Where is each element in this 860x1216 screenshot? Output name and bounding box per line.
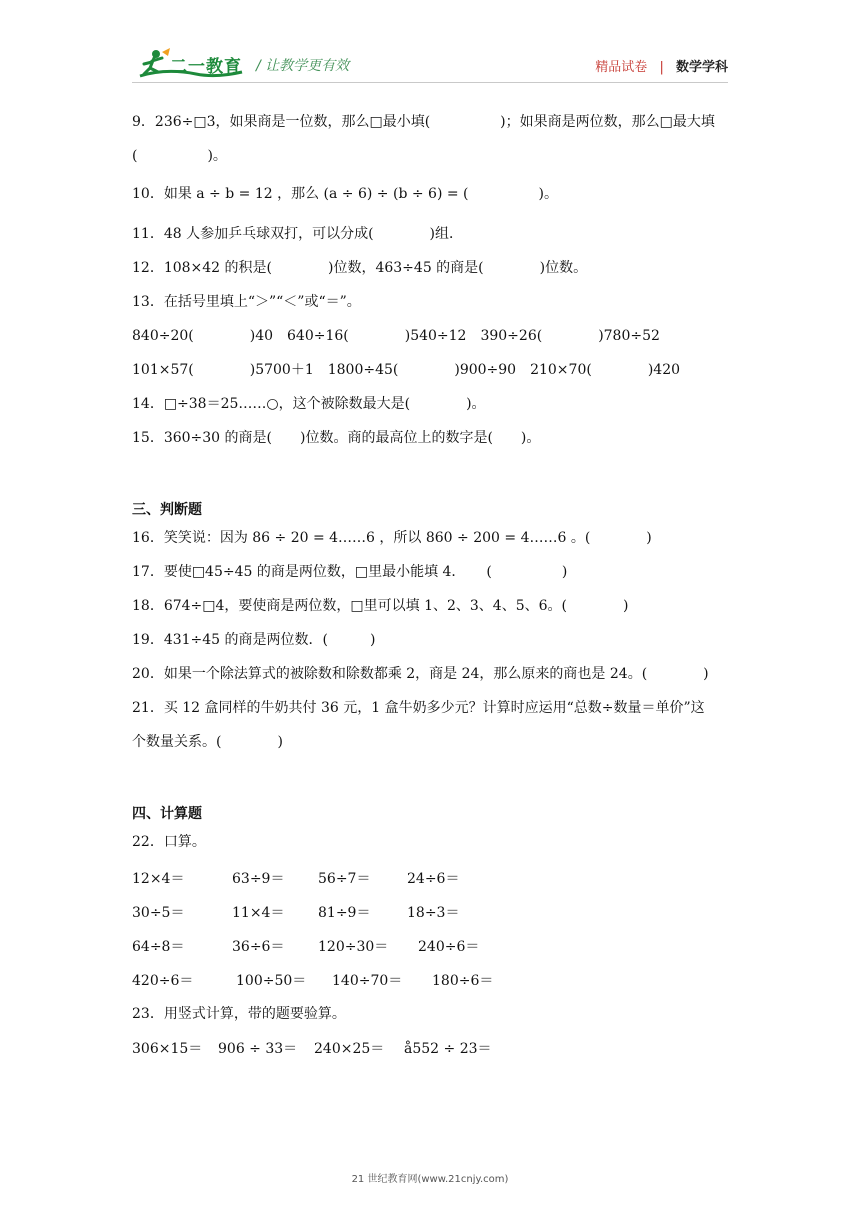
header-tags (595, 56, 728, 75)
oral-calc-item: 100÷50＝ (236, 973, 307, 989)
page-header (0, 0, 860, 90)
oral-calc-item: 140÷70＝ (332, 973, 403, 989)
oral-calc-item: 30÷5＝ (132, 905, 185, 921)
oral-calc-item: 420÷6＝ (132, 973, 194, 989)
question-20: 20．如果一个除法算式的被除数和除数都乘 2，商是 24，那么原来的商也是 24。( ) (132, 666, 709, 682)
tag-premium: 精品试卷 (595, 60, 648, 75)
oral-calc-item: 64÷8＝ (132, 939, 185, 955)
question-15: 15．360÷30 的商是( )位数。商的最高位上的数字是( )。 (132, 430, 541, 446)
oral-calc-item: 240÷6＝ (418, 939, 480, 955)
oral-calc-item: 56÷7＝ (318, 871, 371, 887)
written-calc-item: 306×15＝ (132, 1041, 203, 1057)
question-14: 14．□÷38＝25……○，这个被除数最大是( )。 (132, 396, 486, 412)
question-23: 23．用竖式计算，带的题要验算。 (132, 1006, 346, 1022)
tag-separator: | (659, 60, 664, 75)
oral-calc-item: 12×4＝ (132, 871, 185, 887)
question-9-line1: 9．236÷□3，如果商是一位数，那么□最小填( )；如果商是两位数，那么□最大填 (132, 114, 715, 130)
written-calc-item: 240×25＝ (314, 1041, 385, 1057)
question-22: 22．口算。 (132, 834, 206, 850)
oral-calc-item: 81÷9＝ (318, 905, 371, 921)
question-17: 17．要使□45÷45 的商是两位数，□里最小能填 4． ( ) (132, 564, 568, 580)
oral-calc-item: 180÷6＝ (432, 973, 494, 989)
question-19: 19．431÷45 的商是两位数．( ) (132, 632, 376, 648)
oral-calc-item: 24÷6＝ (407, 871, 460, 887)
question-11: 11．48 人参加乒乓球双打，可以分成( )组． (132, 226, 464, 242)
question-16: 16．笑笑说：因为 86 ÷ 20 = 4……6 ，所以 860 ÷ 200 = 4……6 。( ) (132, 530, 652, 546)
oral-calc-item: 36÷6＝ (232, 939, 285, 955)
section-3-title: 三、判断题 (132, 502, 202, 518)
written-calc-item: å552 ÷ 23＝ (404, 1041, 492, 1057)
page-footer: 21 世纪教育网(www.21cnjy.com) (351, 1174, 509, 1185)
question-12: 12．108×42 的积是( )位数，463÷45 的商是( )位数。 (132, 260, 588, 276)
oral-calc-item: 63÷9＝ (232, 871, 285, 887)
written-calc-item: 906 ÷ 33＝ (218, 1041, 298, 1057)
tag-subject: 数学学科 (675, 60, 728, 75)
question-13-row2: 101×57( )5700＋1 1800÷45( )900÷90 210×70( )420 (132, 362, 681, 378)
question-21-line1: 21．买 12 盒同样的牛奶共付 36 元，1 盒牛奶多少元？计算时应运用“总数÷数量＝单价”这 (132, 700, 705, 716)
question-21-line2: 个数量关系。( ) (132, 734, 283, 750)
question-10: 10．如果 a ÷ b = 12 ，那么 (a ÷ 6) ÷ (b ÷ 6) = ( )。 (132, 186, 558, 202)
header-divider (132, 82, 728, 83)
question-13: 13．在括号里填上“＞”“＜”或“＝”。 (132, 294, 361, 310)
slogan: / 让教学更有效 (256, 58, 350, 74)
question-9-line2: ( )。 (132, 148, 227, 164)
oral-calc-item: 120÷30＝ (318, 939, 389, 955)
question-13-row1: 840÷20( )40 640÷16( )540÷12 390÷26( )780÷52 (132, 328, 660, 344)
question-18: 18．674÷□4，要使商是两位数，□里可以填 1、2、3、4、5、6。( ) (132, 598, 629, 614)
oral-calc-item: 18÷3＝ (407, 905, 460, 921)
brand-name: 二一教育 (170, 57, 242, 77)
oral-calc-item: 11×4＝ (232, 905, 285, 921)
section-4-title: 四、计算题 (132, 806, 202, 822)
